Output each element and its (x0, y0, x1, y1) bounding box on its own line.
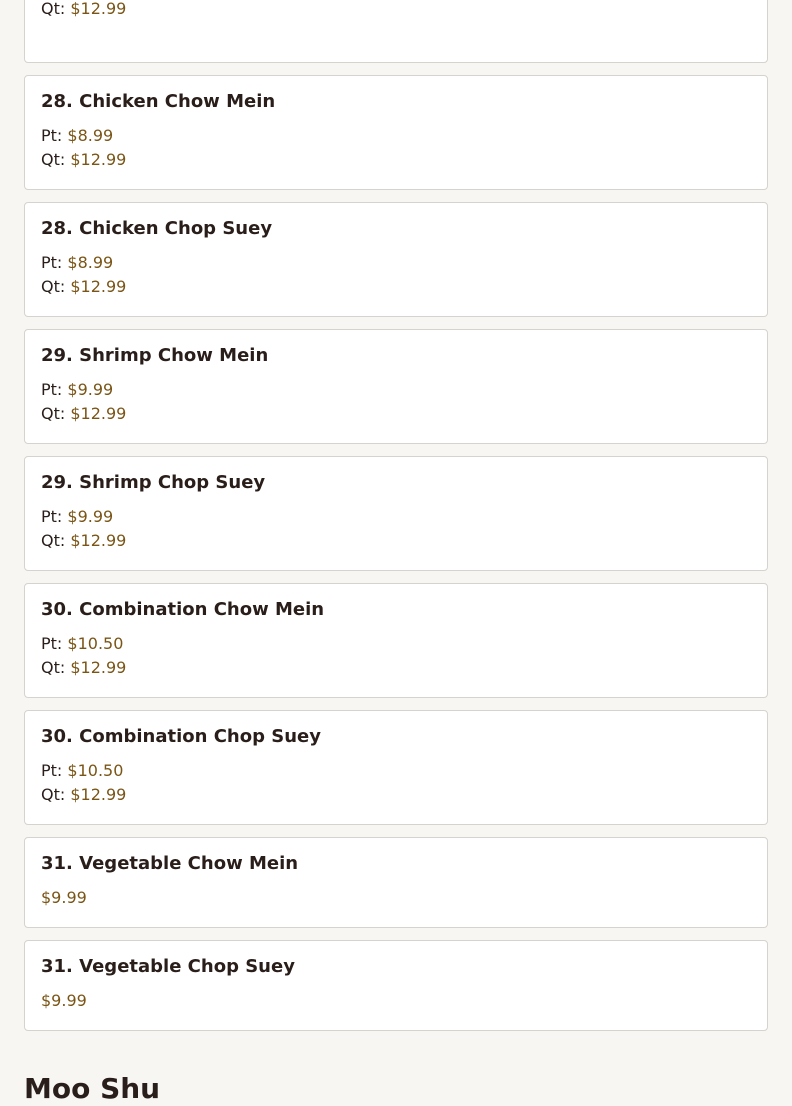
price-label: Qt: (41, 531, 66, 550)
price-label: Pt: (41, 253, 63, 272)
menu-item-title: 29. Shrimp Chop Suey (41, 472, 266, 493)
price-value: $12.99 (70, 785, 127, 804)
price-line-pint (41, 632, 751, 656)
price-line-quart (41, 275, 751, 299)
price-line-pint (41, 378, 751, 402)
menu-item-title: 30. Combination Chow Mein (41, 599, 325, 620)
price-line-quart (41, 783, 751, 807)
menu-item-list (24, 0, 768, 1043)
price-line-pint (41, 505, 751, 529)
price-value: $12.99 (70, 404, 127, 423)
price-value: $9.99 (41, 888, 87, 907)
menu-item-card (24, 456, 768, 571)
menu-item-card (24, 837, 768, 928)
price-value: $12.99 (70, 0, 127, 18)
price-line-pint (41, 124, 751, 148)
menu-item-title: 30. Combination Chop Suey (41, 726, 321, 747)
price-label: Qt: (41, 277, 66, 296)
price-line-quart (41, 656, 751, 680)
menu-item-title: 29. Shrimp Chow Mein (41, 345, 269, 366)
price-line-quart (41, 529, 751, 553)
price-label: Qt: (41, 404, 66, 423)
menu-item-card (24, 583, 768, 698)
price-value: $12.99 (70, 277, 127, 296)
menu-item-card (24, 202, 768, 317)
menu-item-card (24, 0, 768, 63)
price-value: $12.99 (70, 658, 127, 677)
price-label: Pt: (41, 634, 63, 653)
menu-item-title: 31. Vegetable Chop Suey (41, 956, 295, 977)
price-line-quart (41, 148, 751, 172)
price-line (41, 886, 751, 910)
menu-item-title: 31. Vegetable Chow Mein (41, 853, 299, 874)
price-value: $12.99 (70, 531, 127, 550)
price-value: $12.99 (70, 150, 127, 169)
price-value: $10.50 (67, 761, 124, 780)
price-label: Qt: (41, 785, 66, 804)
menu-item-card (24, 329, 768, 444)
menu-item-title: 28. Chicken Chow Mein (41, 91, 276, 112)
price-label: Qt: (41, 658, 66, 677)
price-label: Pt: (41, 380, 63, 399)
menu-item-card (24, 710, 768, 825)
price-value: $10.50 (67, 634, 124, 653)
price-value: $8.99 (67, 253, 114, 272)
price-value: $9.99 (67, 507, 114, 526)
price-line-quart (41, 0, 751, 21)
price-label: Pt: (41, 126, 63, 145)
price-value: $9.99 (67, 380, 114, 399)
menu-item-card (24, 940, 768, 1031)
section-heading: Moo Shu (24, 1072, 161, 1105)
price-line (41, 989, 751, 1013)
price-line-quart (41, 402, 751, 426)
price-label: Qt: (41, 150, 66, 169)
menu-item-title: 28. Chicken Chop Suey (41, 218, 273, 239)
price-line-pint (41, 759, 751, 783)
price-value: $8.99 (67, 126, 114, 145)
price-line-pint (41, 251, 751, 275)
menu-item-card (24, 75, 768, 190)
price-label: Qt: (41, 0, 66, 18)
price-label: Pt: (41, 761, 63, 780)
price-value: $9.99 (41, 991, 87, 1010)
price-label: Pt: (41, 507, 63, 526)
